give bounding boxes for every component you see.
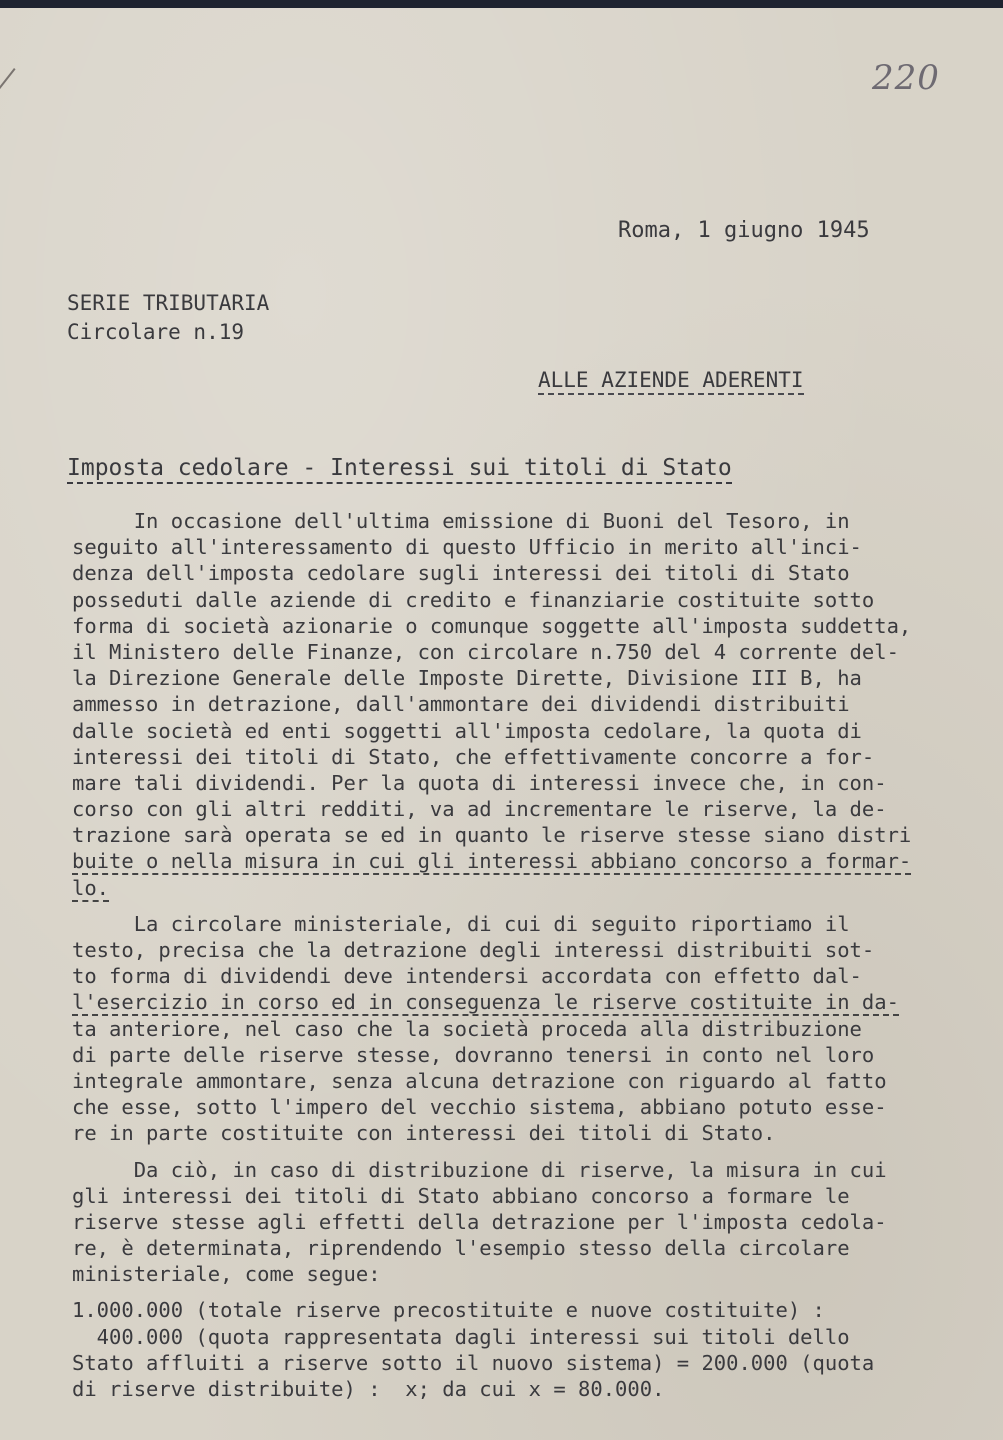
formula-line: 1.000.000 (totale riserve precostituite e nuove costituite) : — [72, 1298, 825, 1323]
circular-number: Circolare n.19 — [67, 320, 245, 344]
formula-line: Stato affluiti a riserve sotto il nuovo sistema) = 200.000 (quota — [72, 1350, 875, 1375]
text-line: In occasione dell'ultima emissione di Buoni del Tesoro, in — [72, 509, 850, 533]
document-page — [0, 8, 1003, 1440]
series-block — [67, 289, 269, 347]
text-line-underlined — [72, 989, 952, 1015]
formula-block — [72, 1297, 952, 1402]
text-line: posseduti dalle aziende di credito e finanziarie costituite sotto — [72, 587, 875, 612]
text-line: testo, precisa che la detrazione degli interessi distribuiti sot- — [72, 938, 875, 962]
text-line: trazione sarà operata se ed in quanto le riserve stesse siano distri — [72, 823, 912, 848]
text-line: riserve stesse agli effetti della detrazione per l'imposta cedola- — [72, 1209, 887, 1234]
underlined-text: lo. — [72, 875, 110, 900]
formula-line: 400.000 (quota rappresentata dagli interessi sui titoli dello — [72, 1324, 850, 1349]
letter-body — [72, 508, 952, 1402]
text-line: che esse, sotto l'impero del vecchio sistema, abbiano potuto esse- — [72, 1095, 887, 1120]
underlined-text: buite o nella misura in cui gli interessi abbiano concorso a formar- — [72, 849, 912, 874]
text-line: corso con gli altri redditi, va ad incrementare le riserve, la de- — [72, 797, 887, 822]
text-line: La circolare ministeriale, di cui di seguito riportiamo il — [72, 911, 850, 936]
text-line: il Ministero delle Finanze, con circolare n.750 del 4 corrente del- — [72, 639, 899, 664]
text-line: denza dell'imposta cedolare sugli interessi dei titoli di Stato — [72, 561, 850, 586]
margin-pen-mark — [0, 68, 16, 110]
text-line: Da ciò, in caso di distribuzione di riserve, la misura in cui — [72, 1157, 887, 1182]
text-line: di parte delle riserve stesse, dovranno tenersi in conto nel loro — [72, 1042, 875, 1067]
text-line: mare tali dividendi. Per la quota di interessi invece che, in con- — [72, 770, 887, 795]
handwritten-page-number: 220 — [872, 58, 940, 98]
text-line: interessi dei titoli di Stato, che effettivamente concorre a for- — [72, 744, 875, 769]
text-line: la Direzione Generale delle Imposte Dirette, Divisione III B, ha — [72, 666, 862, 691]
text-line: gli interessi dei titoli di Stato abbiano concorso a formare le — [72, 1183, 850, 1208]
text-line: ministeriale, come segue: — [72, 1262, 381, 1287]
text-line: re, è determinata, riprendendo l'esempio stesso della circolare — [72, 1236, 850, 1261]
text-line: seguito all'interessamento di questo Ufficio in merito all'inci- — [72, 535, 862, 560]
text-line: dalle società ed enti soggetti all'imposta cedolare, la quota di — [72, 718, 862, 743]
text-line: to forma di dividendi deve intendersi accordata con effetto dal- — [72, 964, 862, 989]
paragraph-2 — [72, 911, 952, 1147]
series-label: SERIE TRIBUTARIA — [67, 291, 270, 315]
text-line-underlined — [72, 875, 952, 901]
text-line: forma di società azionarie o comunque soggette all'imposta suddetta, — [72, 613, 912, 638]
dateline: Roma, 1 giugno 1945 — [618, 218, 870, 243]
text-line: integrale ammontare, senza alcuna detrazione con riguardo al fatto — [72, 1068, 887, 1093]
subject-heading: Imposta cedolare - Interessi sui titoli di Stato — [67, 455, 732, 484]
paragraph-3 — [72, 1157, 952, 1288]
text-line: ta anteriore, nel caso che la società proceda alla distribuzione — [72, 1016, 862, 1041]
paragraph-1 — [72, 508, 952, 901]
text-line-underlined — [72, 848, 952, 874]
recipient: ALLE AZIENDE ADERENTI — [538, 368, 804, 395]
formula-line: di riserve distribuite) : x; da cui x = 80.000. — [72, 1377, 665, 1401]
underlined-text: l'esercizio in corso ed in conseguenza le riserve costituite in da- — [72, 990, 899, 1015]
text-line: re in parte costituite con interessi dei titoli di Stato. — [72, 1121, 776, 1146]
text-line: ammesso in detrazione, dall'ammontare dei dividendi distribuiti — [72, 692, 850, 717]
